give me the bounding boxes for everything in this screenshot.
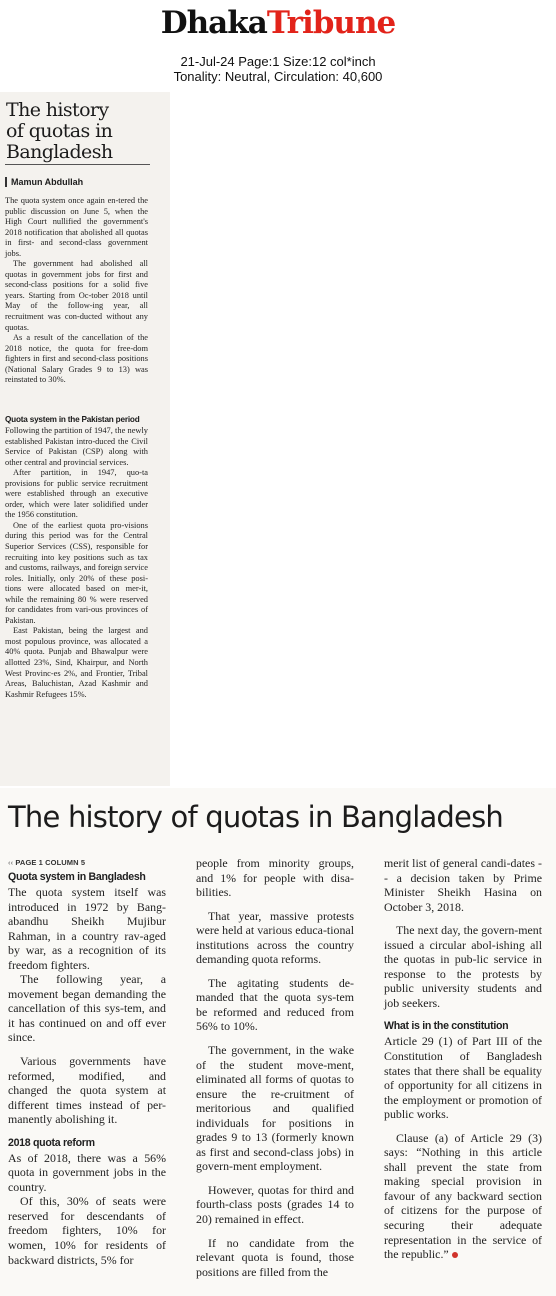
article-column-1: [8, 856, 166, 1267]
paragraph: The quota system itself was introduced in 1972 by Bang-abandhu Sheikh Mujibur Rahman, in a country rav-aged by war, as a recognition of its freedom fighters.: [8, 885, 166, 972]
paragraph: The next day, the govern-ment issued a circular abol-ishing all the quotas in pub-lic service in response to the protests by public university students and job seekers.: [384, 923, 542, 1010]
paragraph: The agitating students de-manded that the quota sys-tem be reformed and reduced from 56% to 10%.: [196, 975, 354, 1034]
article-column-2: [196, 856, 354, 1279]
paragraph: As a result of the cancellation of the 2018 notice, the quota for free-dom fighters in first and second-class positions (National Salary Grades 9 to 13) was reinstated to 30%.: [5, 333, 148, 385]
section-heading: Quota system in Bangladesh: [8, 871, 146, 883]
headline-divider: [5, 164, 150, 165]
section-heading: 2018 quota reform: [8, 1136, 95, 1149]
paragraph: If no candidate from the relevant quota is found, those positions are filled from the: [196, 1235, 354, 1279]
byline: [5, 177, 83, 187]
section-heading: Quota system in the Pakistan period: [5, 415, 140, 424]
continued-article-headline: The history of quotas in Bangladesh: [8, 800, 503, 834]
continued-from-link[interactable]: [8, 856, 166, 870]
front-article-headline: [6, 100, 113, 163]
double-arrow-left-icon: ‹‹: [8, 858, 14, 867]
logo-dhaka: Dhaka: [160, 5, 267, 41]
headline-line: of quotas in: [6, 120, 113, 142]
section-heading: What is in the constitution: [384, 1020, 509, 1033]
paragraph: The quota system once again en-tered the public discussion on June 5, when the High Court nullified the government's 2018 notification that abolished all quotas in first- and second-class government jobs.: [5, 196, 148, 258]
headline-line: Bangladesh: [6, 141, 113, 163]
paragraph: That year, massive protests were held at various educa-tional institutions across the country demanding quota reforms.: [196, 908, 354, 967]
paragraph-text: Clause (a) of Article 29 (3) says: “Nothing in this article shall prevent the state from making special provision in favour of any backward section of citizens for the purpose of securing their adequate representation in the service of the republic.”: [384, 1130, 542, 1262]
paragraph: After partition, in 1947, quo-ta provisions for public service recruitment were established through an executive order, which were later solidified under the 1956 constitution.: [5, 468, 148, 520]
paragraph: The following year, a movement began demanding the cancellation of this sys-tem, and it has continued on and off ever since.: [8, 972, 166, 1045]
paragraph: East Pakistan, being the largest and most populous province, was allocated a 40% quota. Punjab and Bhawalpur were allotted 23%, Sind, Khairpur, and North West Provinc-es 2%, and Frontier, Tribal Areas, Baluchistan, Azad Kashmir and Kashmir Refugees 15%.: [5, 626, 148, 699]
dhaka-tribune-logo: [161, 6, 395, 40]
jump-from-label: PAGE 1 COLUMN 5: [15, 858, 86, 867]
paragraph: Article 29 (1) of Part III of the Constitution of Bangladesh states that there shall be equality of opportunity for all citizens in the employment or promotion of public works.: [384, 1034, 542, 1122]
paragraph: The government had abolished all quotas in government jobs for first and second-class positions for a solid five years. Starting from Oc-tober 2018 until May of the follow-ing year, all recruitment was con-ducted without any quotas.: [5, 259, 148, 332]
paragraph: However, quotas for third and fourth-class posts (grades 14 to 20) remained in effect.: [196, 1182, 354, 1227]
headline-line: The history: [6, 99, 109, 121]
byline-bar: [5, 177, 7, 187]
paragraph: The government, in the wake of the student move-ment, eliminated all forms of quotas to ensure the re-cruitment of meritorious and qualified individuals for positions in grades 9 to 13 (formerly known as first and second-class jobs) in govern-ment employment.: [196, 1043, 354, 1174]
end-of-article-dot-icon: [452, 1252, 458, 1258]
paragraph: [384, 1131, 542, 1262]
front-article-intro: [5, 196, 148, 386]
paragraph: One of the earliest quota pro-visions during this period was for the Central Superior Services (CSS), responsible for recruiting into key positions such as tax and customs, railways, and foreign service roles. Initially, only 20% of these posi-tions were allocated based on mer-it, while the remaining 80 % were reserved for candidates from vari-ous provinces of Pakistan.: [5, 520, 148, 625]
logo-tribune: Tribune: [266, 5, 396, 41]
clipping-meta-line2: Tonality: Neutral, Circulation: 40,600: [173, 69, 383, 84]
paragraph: As of 2018, there was a 56% quota in government jobs in the country.: [8, 1150, 166, 1194]
paragraph: Of this, 30% of seats were reserved for descendants of freedom fighters, 10% for women, 10% for residents of backward districts, 5% for: [8, 1194, 166, 1267]
front-page-clipping: [0, 92, 170, 786]
paragraph: people from minority groups, and 1% for people with disa-bilities.: [196, 856, 354, 900]
continued-page-clipping: [0, 788, 556, 1296]
article-column-3: [384, 856, 542, 1262]
masthead: [0, 6, 556, 40]
paragraph: Following the partition of 1947, the newly established Pakistan intro-duced the Civil Service of Pakistan (CSP) along with other central and provincial services.: [5, 426, 148, 467]
front-article-section: [5, 426, 148, 700]
clipping-meta-line1: 21-Jul-24 Page:1 Size:12 col*inch: [180, 54, 376, 69]
byline-name: Mamun Abdullah: [11, 177, 84, 187]
paragraph: merit list of general candi-dates -- a decision taken by Prime Minister Sheikh Hasina on October 3, 2018.: [384, 856, 542, 914]
paragraph: Various governments have reformed, modified, and changed the quota system at different times instead of per-manently abolishing it.: [8, 1054, 166, 1127]
